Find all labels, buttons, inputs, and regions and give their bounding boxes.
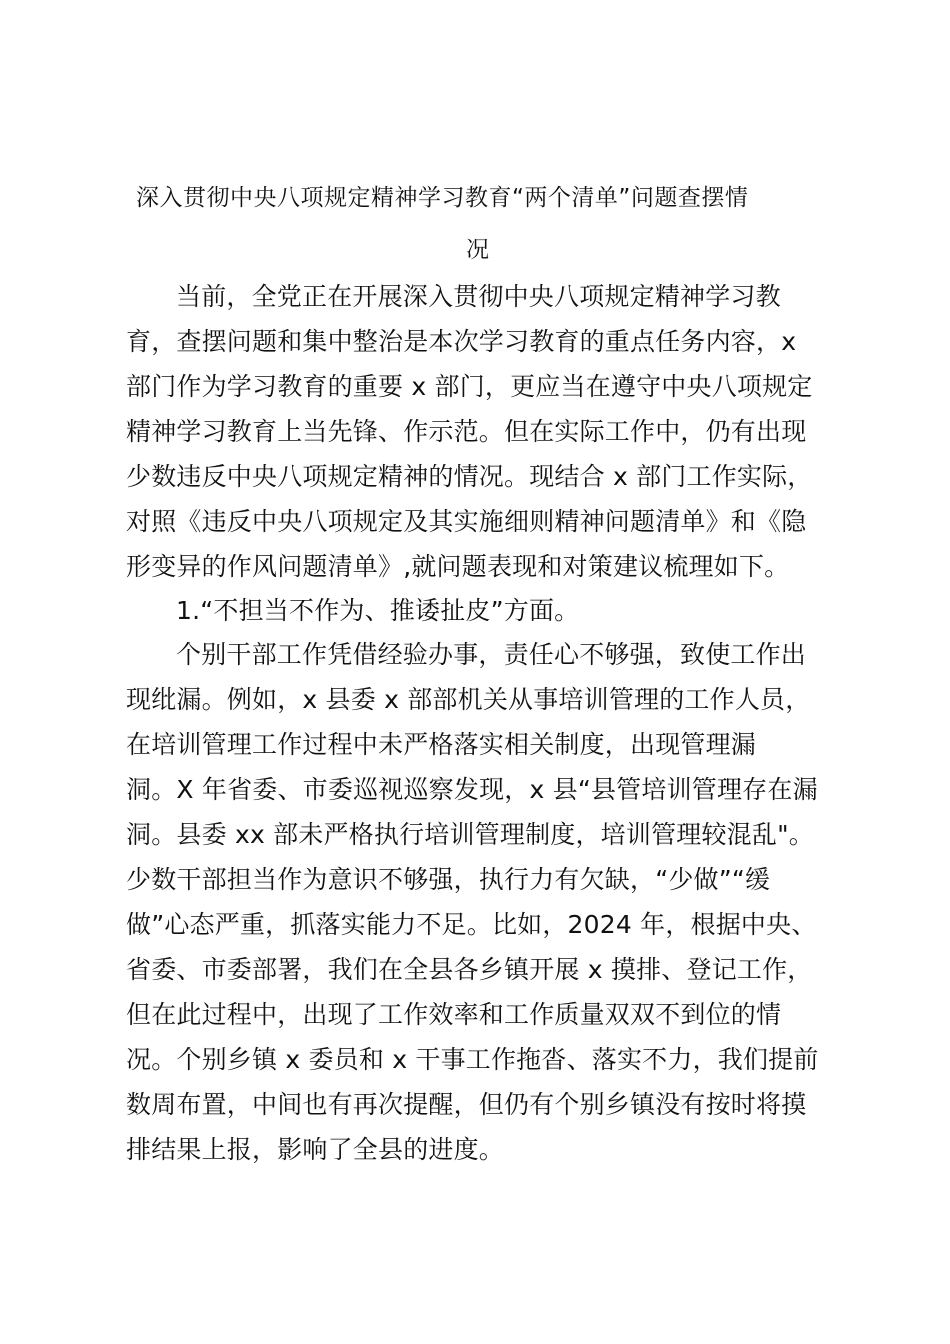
- paragraph-line: 个别干部工作凭借经验办事，责任心不够强，致使工作出: [176, 640, 807, 669]
- paragraph-line: 育，查摆问题和集中整治是本次学习教育的重点任务内容，x: [126, 327, 797, 356]
- paragraph-line: 况。个别乡镇 x 委员和 x 干事工作拖沓、落实不力，我们提前: [126, 1045, 819, 1074]
- paragraph-line: 数周布置，中间也有再次提醒，但仍有个别乡镇没有按时将摸: [126, 1090, 807, 1119]
- paragraph-line: 精神学习教育上当先锋、作示范。但在实际工作中，仍有出现: [126, 417, 807, 446]
- paragraph-line: 做”心态严重，抓落实能力不足。比如，2024 年，根据中央、: [126, 910, 817, 939]
- paragraph-line: 少数违反中央八项规定精神的情况。现结合 x 部门工作实际，: [126, 462, 813, 491]
- paragraph-line: 洞。县委 xx 部未严格执行培训管理制度，培训管理较混乱"。: [126, 820, 814, 849]
- paragraph-line: 当前，全党正在开展深入贯彻中央八项规定精神学习教: [176, 282, 781, 311]
- paragraph-line: 洞。X 年省委、市委巡视巡察发现，x 县“县管培训管理存在漏: [126, 775, 818, 804]
- document-title: 深入贯彻中央八项规定精神学习教育“两个清单”问题查摆情: [136, 185, 749, 211]
- paragraph-line: 在培训管理工作过程中未严格落实相关制度，出现管理漏: [126, 730, 757, 759]
- paragraph-line: 省委、市委部署，我们在全县各乡镇开展 x 摸排、登记工作，: [126, 955, 813, 984]
- paragraph-line: 但在此过程中，出现了工作效率和工作质量双双不到位的情: [126, 1000, 782, 1029]
- document-title-continued: 况: [466, 237, 490, 263]
- paragraph-line: 现纰漏。例如，x 县委 x 部部机关从事培训管理的工作人员，: [126, 685, 811, 714]
- paragraph-line: 少数干部担当作为意识不够强，执行力有欠缺，“少做”“缓: [126, 865, 771, 894]
- paragraph-line: 形变异的作风问题清单》,就问题表现和对策建议梳理如下。: [126, 552, 790, 581]
- section-heading: 1.“不担当不作为、推诿扯皮”方面。: [176, 596, 580, 625]
- paragraph-line: 对照《违反中央八项规定及其实施细则精神问题清单》和《隐: [126, 507, 807, 536]
- paragraph-line: 部门作为学习教育的重要 x 部门，更应当在遵守中央八项规定: [126, 372, 813, 401]
- paragraph-line: 排结果上报，影响了全县的进度。: [126, 1135, 505, 1164]
